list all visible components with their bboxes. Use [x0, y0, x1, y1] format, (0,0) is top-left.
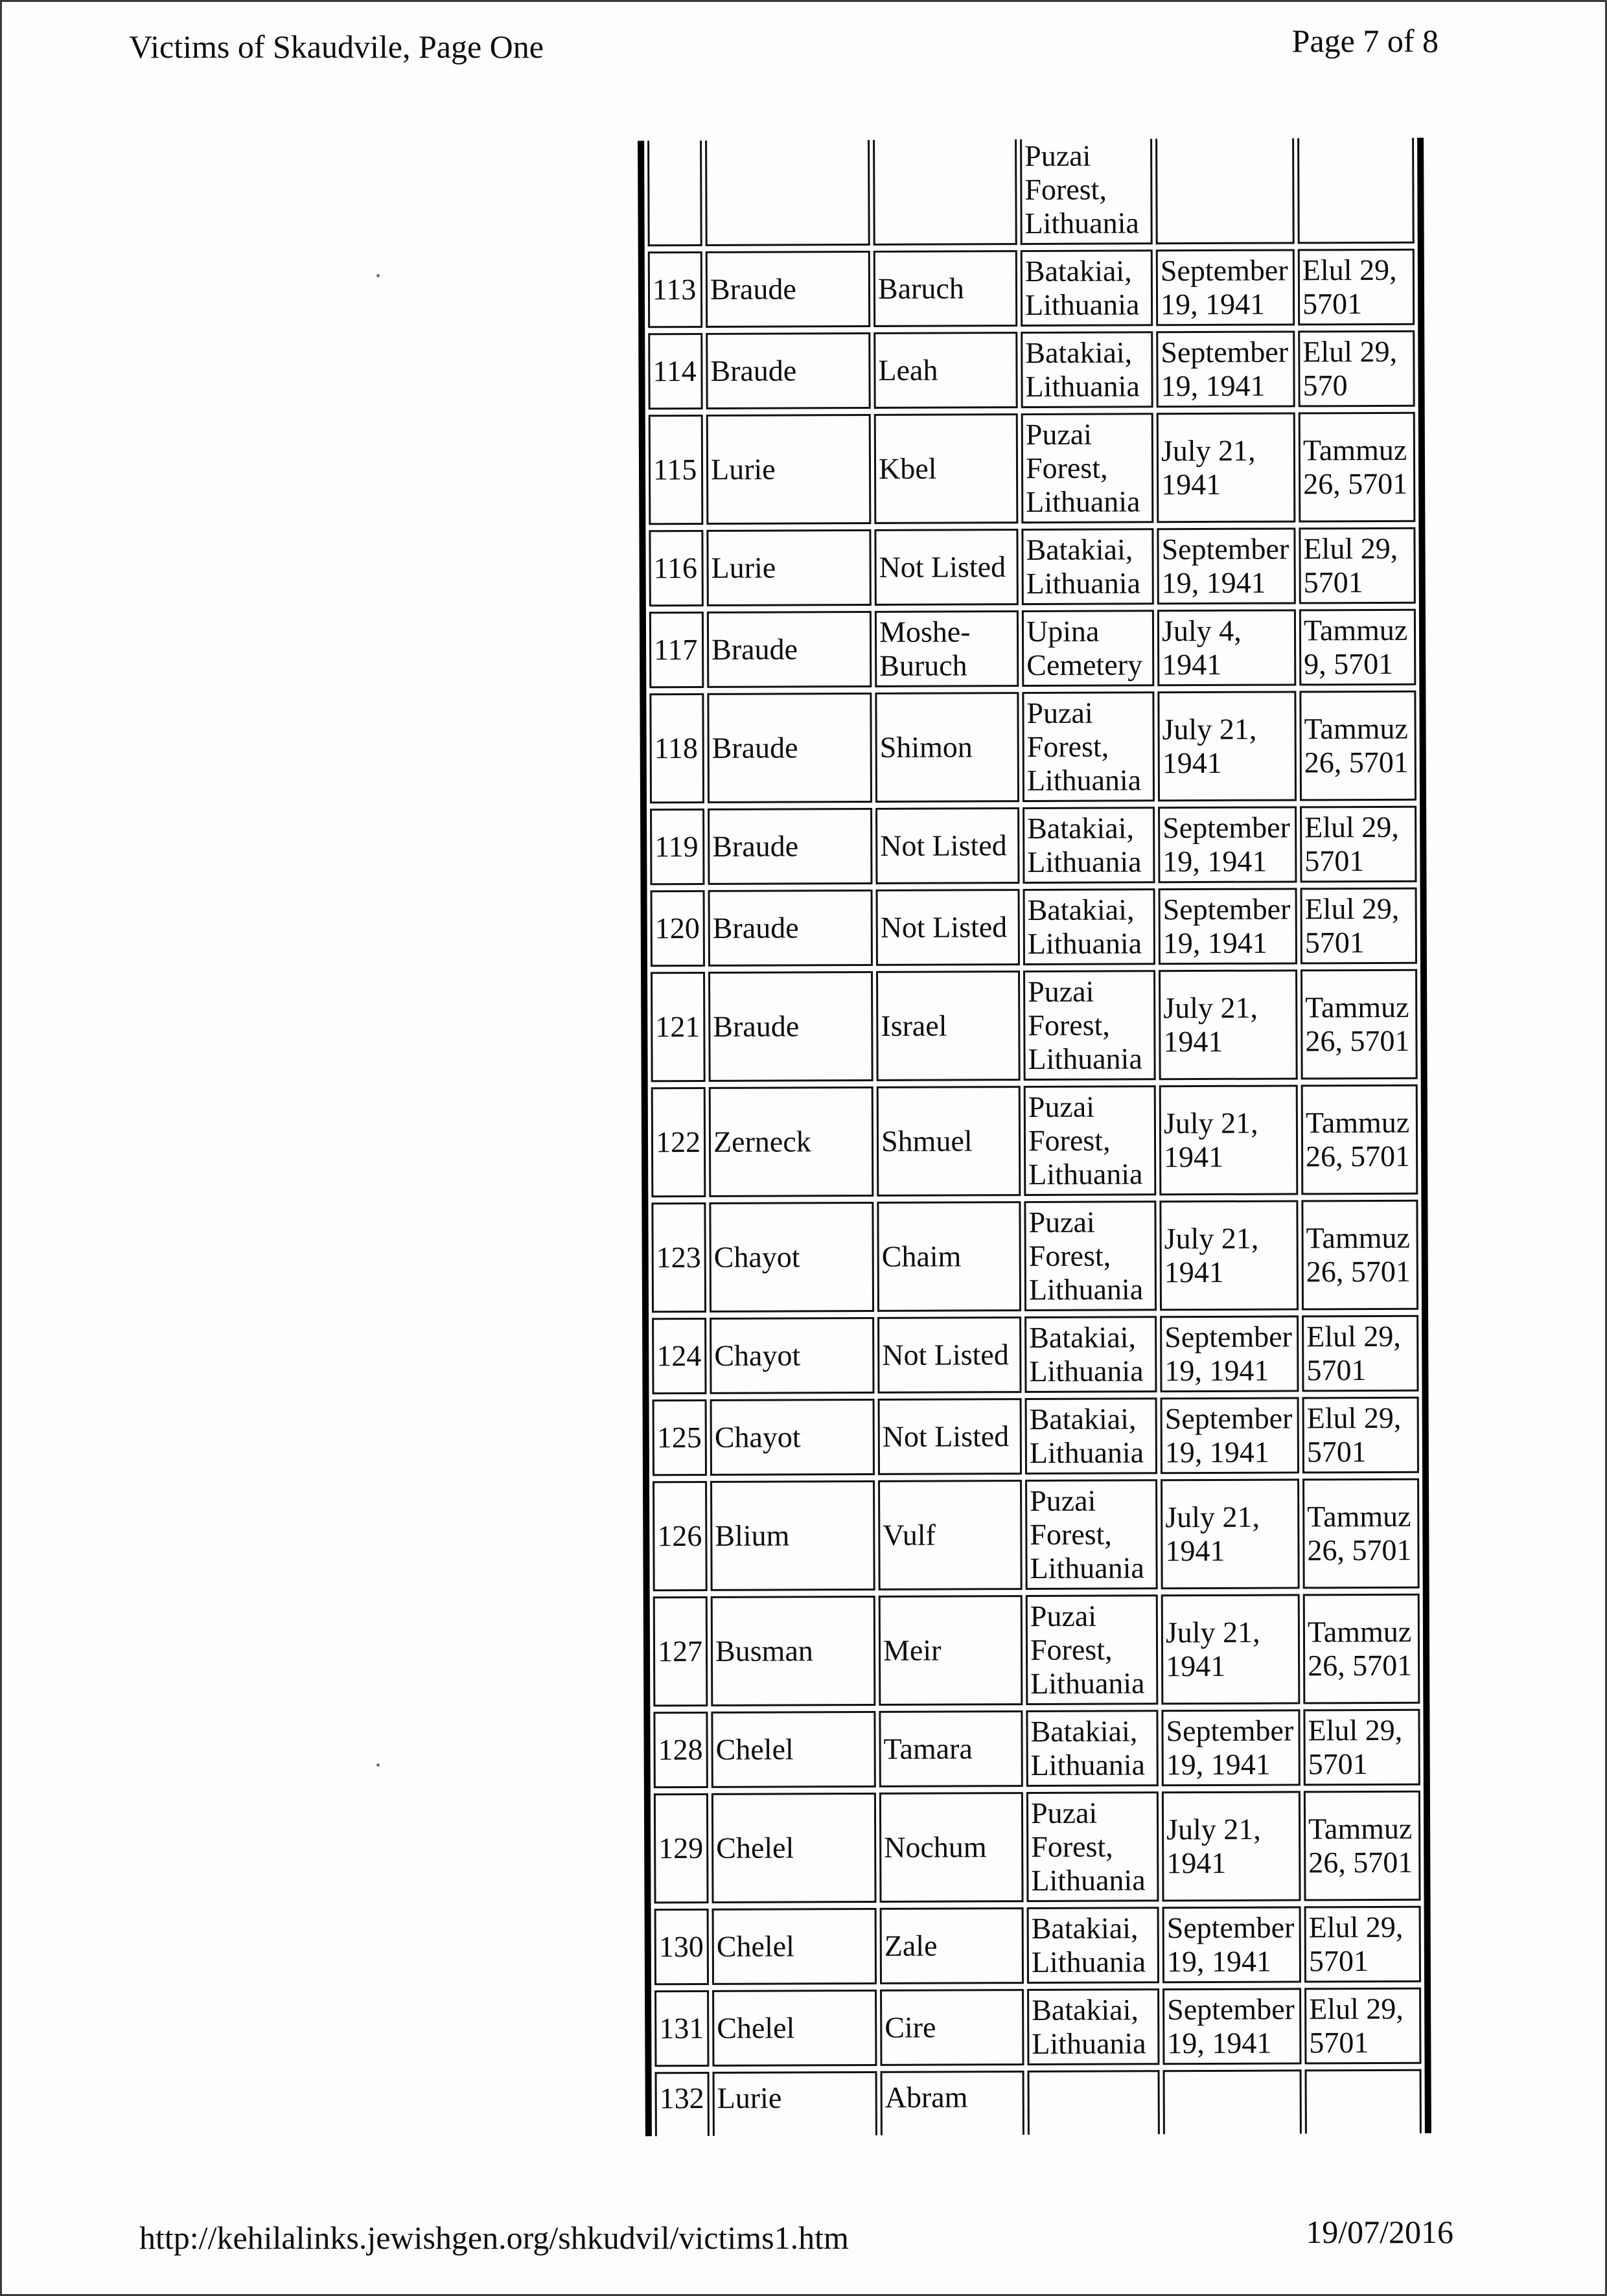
- hebrew-date-cell: Elul 29, 5701: [1298, 249, 1415, 326]
- number-cell: 126: [653, 1481, 708, 1591]
- number-cell: 121: [651, 972, 706, 1082]
- date-cell: September 19, 1941: [1162, 1906, 1301, 1983]
- date-cell: September 19, 1941: [1159, 888, 1297, 965]
- date-cell: September 19, 1941: [1161, 1709, 1300, 1786]
- number-cell: 123: [651, 1202, 706, 1313]
- surname-cell: Braude: [708, 890, 873, 967]
- given-name-cell: Moshe-Buruch: [875, 610, 1019, 687]
- surname-cell: Braude: [707, 693, 872, 803]
- hebrew-date-cell: Elul 29, 5701: [1304, 1988, 1421, 2065]
- table-row: [653, 1397, 1419, 1476]
- surname-cell: Braude: [706, 251, 870, 328]
- date-cell: July 21, 1941: [1162, 1791, 1301, 1901]
- hebrew-date-cell: Elul 29, 5701: [1300, 806, 1416, 883]
- given-name-cell: Not Listed: [875, 807, 1019, 884]
- number-cell: 117: [649, 612, 704, 688]
- hebrew-date-cell: Elul 29, 5701: [1302, 1397, 1419, 1474]
- table-row: [652, 1315, 1418, 1395]
- surname-cell: Chelel: [711, 1793, 877, 1903]
- table-row: [653, 1478, 1420, 1592]
- table-row: [654, 1988, 1421, 2067]
- number-cell: 127: [653, 1596, 708, 1706]
- table-row: [648, 330, 1415, 410]
- place-cell: Batakiai, Lithuania: [1023, 807, 1155, 884]
- hebrew-date-cell: Tammuz 26, 5701: [1302, 1478, 1420, 1589]
- place-cell: Batakiai, Lithuania: [1026, 1710, 1158, 1787]
- place-cell: Upina Cemetery: [1022, 610, 1154, 687]
- number-cell: [647, 141, 702, 246]
- given-name-cell: Shmuel: [877, 1086, 1021, 1197]
- given-name-cell: Nochum: [879, 1792, 1024, 1903]
- scan-speck: [376, 1763, 380, 1767]
- surname-cell: Chayot: [709, 1202, 874, 1313]
- surname-cell: Lurie: [706, 529, 871, 606]
- surname-cell: [705, 140, 870, 246]
- table-row: [649, 527, 1415, 607]
- given-name-cell: Shimon: [875, 692, 1019, 803]
- page-number: Page 7 of 8: [1291, 23, 1439, 59]
- surname-cell: Lurie: [706, 414, 872, 525]
- hebrew-date-cell: Tammuz 26, 5701: [1301, 969, 1418, 1080]
- source-url: http://kehilalinks.jewishgen.org/shkudvil/victims1.htm: [139, 2220, 849, 2256]
- place-cell: Puzai Forest, Lithuania: [1025, 1479, 1158, 1590]
- given-name-cell: Not Listed: [876, 889, 1020, 966]
- place-cell: Batakiai, Lithuania: [1023, 888, 1155, 965]
- given-name-cell: Meir: [879, 1595, 1023, 1706]
- place-cell: Puzai Forest, Lithuania: [1024, 1200, 1157, 1311]
- table-row: [650, 806, 1416, 886]
- table-row: [655, 2069, 1422, 2137]
- place-cell: Puzai Forest, Lithuania: [1026, 1594, 1159, 1705]
- table-row: [653, 1709, 1420, 1789]
- place-cell: Puzai Forest, Lithuania: [1022, 691, 1155, 802]
- place-cell: Puzai Forest, Lithuania: [1021, 413, 1154, 523]
- number-cell: 132: [655, 2072, 710, 2136]
- given-name-cell: Not Listed: [878, 1398, 1022, 1475]
- given-name-cell: Chaim: [877, 1201, 1021, 1312]
- number-cell: 124: [652, 1318, 706, 1394]
- number-cell: 120: [651, 890, 705, 967]
- table-row: [653, 1594, 1420, 1707]
- victims-table: [638, 138, 1431, 2137]
- hebrew-date-cell: Tammuz 9, 5701: [1299, 609, 1416, 686]
- hebrew-date-cell: Tammuz 26, 5701: [1303, 1594, 1420, 1705]
- surname-cell: Blium: [710, 1480, 875, 1591]
- number-cell: 130: [654, 1909, 709, 1985]
- surname-cell: Lurie: [713, 2071, 877, 2136]
- place-cell: Puzai Forest, Lithuania: [1024, 1085, 1157, 1196]
- place-cell: Batakiai, Lithuania: [1024, 1316, 1157, 1393]
- table-row: [651, 888, 1417, 967]
- place-cell: [1028, 2070, 1160, 2135]
- given-name-cell: Abram: [881, 2071, 1024, 2135]
- number-cell: 113: [648, 251, 702, 328]
- date-cell: July 21, 1941: [1161, 1594, 1301, 1705]
- date-cell: September 19, 1941: [1156, 249, 1295, 326]
- number-cell: 129: [654, 1793, 709, 1903]
- hebrew-date-cell: [1297, 138, 1415, 244]
- surname-cell: Braude: [708, 971, 873, 1082]
- table-row: [651, 969, 1418, 1083]
- hebrew-date-cell: Elul 29, 5701: [1301, 888, 1417, 965]
- hebrew-date-cell: Elul 29, 5701: [1299, 527, 1415, 604]
- surname-cell: Chelel: [711, 1711, 875, 1788]
- place-cell: Batakiai, Lithuania: [1027, 1907, 1159, 1984]
- date-cell: [1155, 138, 1295, 244]
- surname-cell: Chayot: [710, 1399, 875, 1476]
- date-cell: September 19, 1941: [1158, 806, 1297, 883]
- table-row: [649, 609, 1416, 689]
- hebrew-date-cell: [1305, 2069, 1422, 2134]
- date-cell: July 21, 1941: [1157, 691, 1297, 801]
- place-cell: Batakiai, Lithuania: [1027, 1988, 1159, 2065]
- date-cell: September 19, 1941: [1157, 527, 1295, 604]
- surname-cell: Zerneck: [709, 1086, 874, 1197]
- date-cell: [1163, 2069, 1302, 2134]
- date-cell: July 21, 1941: [1159, 1200, 1299, 1311]
- number-cell: 131: [654, 1990, 709, 2067]
- date-cell: July 4, 1941: [1157, 609, 1296, 686]
- number-cell: 119: [650, 809, 704, 885]
- date-cell: July 21, 1941: [1161, 1478, 1300, 1589]
- place-cell: Batakiai, Lithuania: [1021, 528, 1153, 605]
- hebrew-date-cell: Elul 29, 570: [1298, 330, 1415, 408]
- table-row: [654, 1791, 1421, 1904]
- given-name-cell: Zale: [880, 1907, 1024, 1984]
- number-cell: 114: [648, 333, 702, 409]
- given-name-cell: Tamara: [879, 1710, 1023, 1787]
- hebrew-date-cell: Elul 29, 5701: [1303, 1709, 1420, 1786]
- table-row: [654, 1906, 1421, 1986]
- place-cell: Puzai Forest, Lithuania: [1020, 139, 1153, 245]
- given-name-cell: Leah: [873, 332, 1017, 409]
- given-name-cell: Cire: [880, 1989, 1024, 2066]
- table-row: [648, 249, 1415, 328]
- place-cell: Batakiai, Lithuania: [1025, 1397, 1157, 1475]
- table-row: [649, 691, 1416, 804]
- number-cell: 115: [649, 415, 704, 525]
- surname-cell: Chelel: [712, 1990, 877, 2067]
- table-row: [651, 1085, 1418, 1198]
- date-cell: September 19, 1941: [1160, 1315, 1299, 1392]
- table-row: [649, 412, 1416, 525]
- number-cell: 118: [649, 693, 704, 803]
- number-cell: 125: [653, 1399, 707, 1476]
- hebrew-date-cell: Tammuz 26, 5701: [1299, 412, 1416, 523]
- date-cell: September 19, 1941: [1161, 1397, 1299, 1474]
- given-name-cell: Israel: [876, 970, 1021, 1081]
- given-name-cell: Vulf: [878, 1480, 1023, 1590]
- page-header-title: Victims of Skaudvile, Page One: [129, 29, 544, 65]
- hebrew-date-cell: Tammuz 26, 5701: [1299, 691, 1416, 801]
- place-cell: Puzai Forest, Lithuania: [1023, 970, 1156, 1081]
- date-cell: September 19, 1941: [1162, 1988, 1301, 2065]
- surname-cell: Chelel: [712, 1908, 877, 1985]
- number-cell: 122: [651, 1087, 706, 1197]
- table-row: [647, 138, 1415, 247]
- date-cell: July 21, 1941: [1159, 969, 1298, 1080]
- table-row: [651, 1200, 1418, 1313]
- hebrew-date-cell: Tammuz 26, 5701: [1301, 1085, 1418, 1195]
- number-cell: 128: [653, 1712, 708, 1788]
- scan-speck: [376, 274, 380, 277]
- hebrew-date-cell: Elul 29, 5701: [1302, 1315, 1418, 1392]
- surname-cell: Braude: [707, 611, 872, 688]
- given-name-cell: Kbel: [874, 413, 1019, 524]
- surname-cell: Braude: [708, 808, 872, 885]
- place-cell: Puzai Forest, Lithuania: [1026, 1791, 1159, 1902]
- hebrew-date-cell: Tammuz 26, 5701: [1301, 1200, 1418, 1311]
- given-name-cell: Not Listed: [874, 529, 1018, 606]
- date-cell: July 21, 1941: [1157, 412, 1296, 523]
- given-name-cell: Not Listed: [877, 1316, 1021, 1394]
- surname-cell: Busman: [711, 1596, 876, 1706]
- given-name-cell: [873, 139, 1017, 246]
- number-cell: 116: [649, 530, 703, 606]
- hebrew-date-cell: Tammuz 26, 5701: [1304, 1791, 1421, 1901]
- date-cell: September 19, 1941: [1156, 330, 1295, 408]
- surname-cell: Braude: [706, 332, 870, 409]
- place-cell: Batakiai, Lithuania: [1021, 331, 1153, 408]
- place-cell: Batakiai, Lithuania: [1021, 249, 1153, 327]
- date-cell: July 21, 1941: [1159, 1085, 1299, 1195]
- given-name-cell: Baruch: [873, 250, 1017, 327]
- hebrew-date-cell: Elul 29, 5701: [1304, 1906, 1421, 1983]
- surname-cell: Chayot: [710, 1317, 874, 1394]
- print-date: 19/07/2016: [1306, 2214, 1453, 2250]
